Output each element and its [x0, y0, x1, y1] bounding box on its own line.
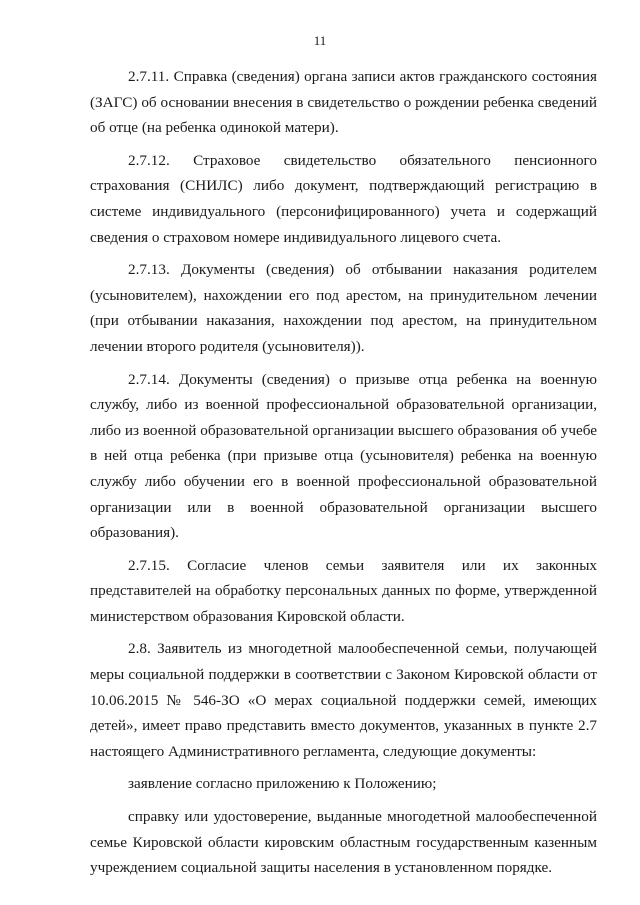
- paragraph-2-7-12: 2.7.12. Страховое свидетельство обязательного пенсионного страхования (СНИЛС) либо документ, подтверждающий регистрацию в системе индивидуального (персонифицированного) учета и содержащий сведения о страховом номере индивидуального лицевого счета.: [90, 151, 597, 246]
- page-number: 11: [313, 33, 327, 48]
- paragraph-2-7-13: 2.7.13. Документы (сведения) об отбывании наказания родителем (усыновителем), нахождении его под арестом, на принудительном лечении (при отбывании наказания, нахождении под арестом, на принудительном лечении второго родителя (усыновителя)).: [90, 261, 597, 355]
- paragraph-application: заявление согласно приложению к Положению;: [128, 775, 437, 793]
- paragraph-2-7-11: 2.7.11. Справка (сведения) органа записи актов гражданского состояния (ЗАГС) об основании внесения в свидетельство о рождении ребенка сведений об отце (на ребенка одинокой матери).: [90, 68, 597, 137]
- paragraph-2-8: 2.8. Заявитель из многодетной малообеспеченной семьи, получающей меры социальной поддержки в соответствии с Законом Кировской области от 10.06.2015 № 546-ЗО «О мерах социальной поддержки семей, имеющих детей», имеет право представить вместо документов, указанных в пункте 2.7 настоящего Административного регламента, следующие документы:: [90, 640, 597, 760]
- paragraph-2-7-14: 2.7.14. Документы (сведения) о призыве отца ребенка на военную службу, либо из военной профессиональной образовательной организации, либо из военной образовательной организации высшего образования об учебе в ней отца ребенка (при призыве отца (усыновителя) ребенка на военную службу либо обучении его в военной профессиональной образовательной организации или в военной образовательной организации высшего образования).: [90, 370, 597, 542]
- paragraph-2-7-15: 2.7.15. Согласие членов семьи заявителя или их законных представителей на обработку персональных данных по форме, утвержденной министерством образования Кировской области.: [90, 556, 597, 625]
- paragraph-certificate: справку или удостоверение, выданные многодетной малообеспеченной семье Кировской области кировским областным государственным казенным учреждением социальной защиты населения в установленном порядке.: [90, 808, 597, 877]
- document-body: [90, 64, 597, 888]
